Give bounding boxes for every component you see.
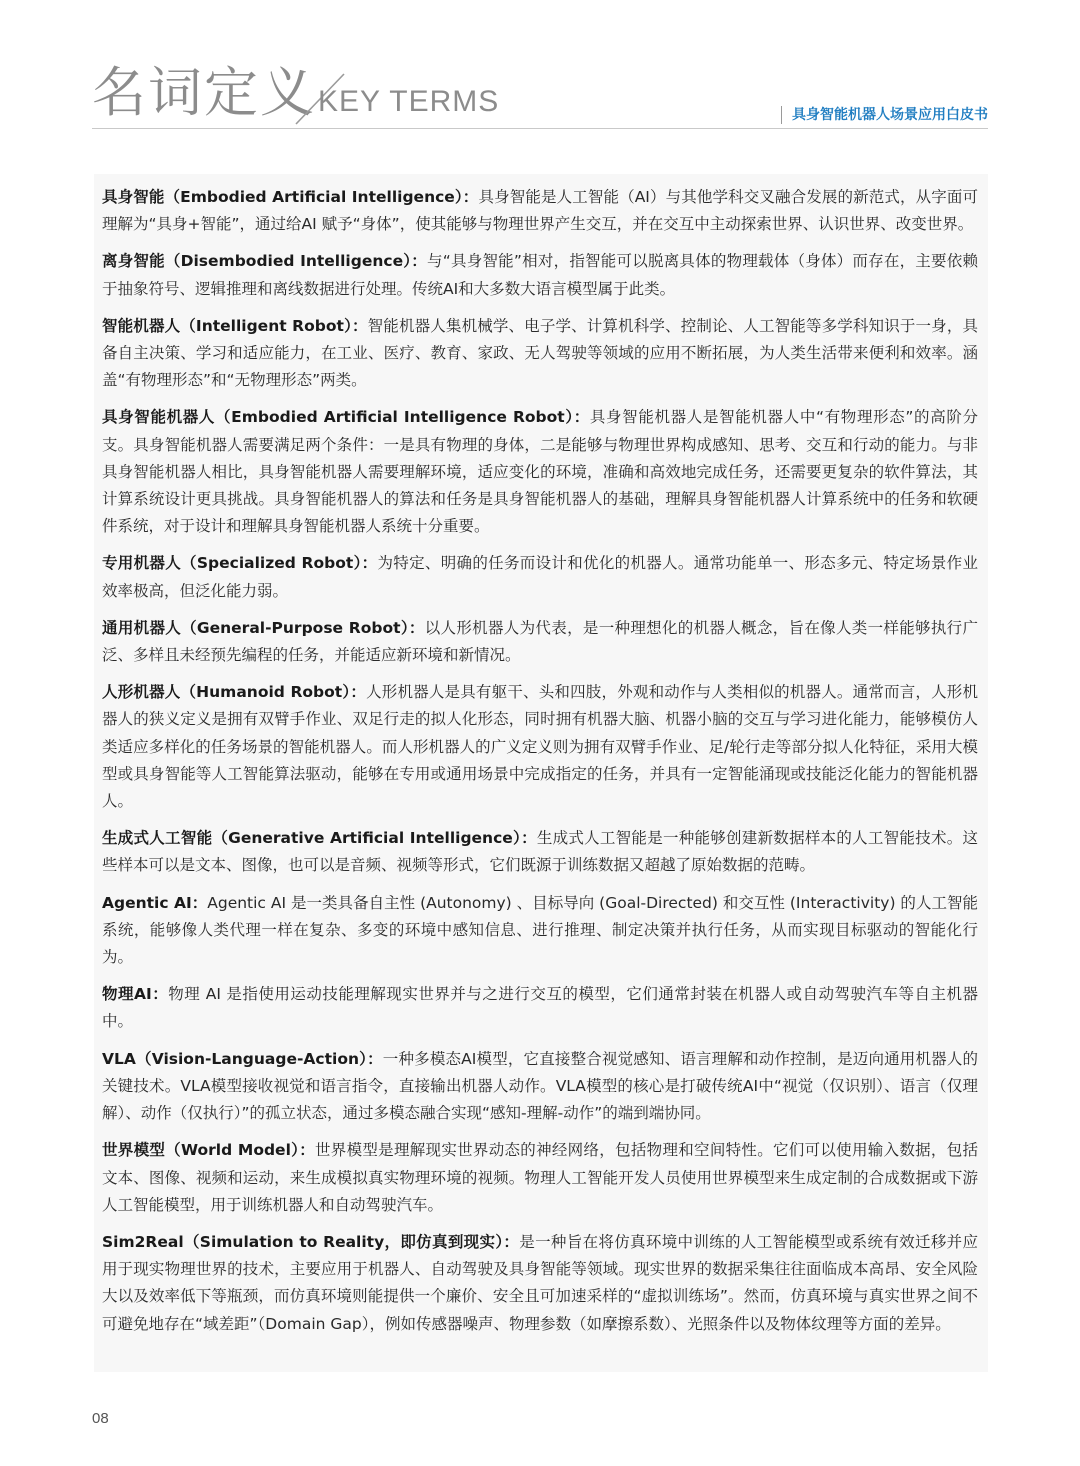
terms-list <box>94 174 988 1338</box>
book-title: 具身智能机器人场景应用白皮书 <box>781 106 988 124</box>
term-name: 世界模型（World Model）： <box>102 1141 316 1160</box>
term-definition: 以人形机器人为代表，是一种理想化的机器人概念，旨在像人类一样能够执行广泛、多样且未经预先编程的任务，并能适应新环境和新情况。 <box>102 618 978 665</box>
term-definition: Agentic AI 是一类具备自主性 (Autonomy) 、目标导向 (Goal-Directed) 和交互性 (Interactivity) 的人工智能系统，能够像人类代理一样在复杂、多变的环境中感知信息、进行推理、制定决策并执行任务，从而实现目标驱动的智能化行为。 <box>102 893 978 967</box>
term-name: Agentic AI： <box>102 893 208 912</box>
page-header <box>92 62 988 132</box>
term-entry <box>102 615 978 669</box>
term-definition: 人形机器人是具有躯干、头和四肢，外观和动作与人类相似的机器人。通常而言，人形机器人的狭义定义是拥有双臂手作业、双足行走的拟人化形态，同时拥有机器大脑、机器小脑的交互与学习进化能力，能够模仿人类适应多样化的任务场景的智能机器人。而人形机器人的广义定义则为拥有双臂手作业、足/轮行走等部分拟人化特征，采用大模型或具身智能等人工智能算法驱动，能够在专用或通用场景中完成指定的任务，并具有一定智能涌现或技能泛化能力的智能机器人。 <box>102 683 978 811</box>
term-entry <box>102 404 978 540</box>
term-definition: 智能机器人集机械学、电子学、计算机科学、控制论、人工智能等多学科知识于一身，具备自主决策、学习和适应能力，在工业、医疗、教育、家政、无人驾驶等领域的应用不断拓展，为人类生活带来便利和效率。涵盖“有物理形态”和“无物理形态”两类。 <box>102 316 978 390</box>
term-name: 具身智能（Embodied Artificial Intelligence）： <box>102 188 479 206</box>
term-definition: 世界模型是理解现实世界动态的神经网络，包括物理和空间特性。它们可以使用输入数据，包括文本、图像、视频和运动，来生成模拟真实物理环境的视频。物理人工智能开发人员使用世界模型来生成定制的合成数据或下游人工智能模型，用于训练机器人和自动驾驶汽车。 <box>102 1141 978 1214</box>
term-name: 具身智能机器人（Embodied Artificial Intelligence Robot）： <box>102 408 590 427</box>
term-entry <box>102 1137 978 1219</box>
term-entry <box>102 184 978 238</box>
term-definition: 是一种旨在将仿真环境中训练的人工智能模型或系统有效迁移并应用于现实物理世界的技术，主要应用于机器人、自动驾驶及具身智能等领域。现实世界的数据采集往往面临成本高昂、安全风险大以及效率低下等瓶颈，而仿真环境则能提供一个廉价、安全且可加速采样的“虚拟训练场”。然而，仿真环境与真实世界之间不可避免地存在“域差距”（Domain Gap），例如传感器噪声、物理参数（如摩擦系数）、光照条件以及物体纹理等方面的差异。 <box>102 1232 978 1333</box>
term-entry <box>102 1046 978 1128</box>
term-definition: 一种多模态AI模型，它直接整合视觉感知、语言理解和动作控制，是迈向通用机器人的关键技术。VLA模型接收视觉和语言指令，直接输出机器人动作。VLA模型的核心是打破传统AI中“视觉（仅识别）、语言（仅理解）、动作（仅执行）”的孤立状态，通过多模态融合实现“感知-理解-动作”的端到端协同。 <box>102 1049 978 1123</box>
term-name: 通用机器人（General-Purpose Robot）： <box>102 618 425 637</box>
term-name: 智能机器人（Intelligent Robot）： <box>102 316 368 335</box>
term-entry <box>102 550 978 604</box>
term-name: 离身智能（Disembodied Intelligence）： <box>102 252 428 271</box>
term-definition: 生成式人工智能是一种能够创建新数据样本的人工智能技术。这些样本可以是文本、图像，也可以是音频、视频等形式，它们既源于训练数据又超越了原始数据的范畴。 <box>102 829 978 875</box>
term-name: VLA（Vision-Language-Action）： <box>102 1049 383 1068</box>
term-entry <box>102 981 978 1035</box>
page-number: 08 <box>92 1410 109 1427</box>
term-entry <box>102 890 978 972</box>
term-name: 人形机器人（Humanoid Robot）： <box>102 683 367 702</box>
term-name: 专用机器人（Specialized Robot）： <box>102 554 378 573</box>
term-name: 物理AI： <box>102 985 169 1004</box>
term-entry <box>102 313 978 395</box>
term-name: Sim2Real（Simulation to Reality，即仿真到现实）： <box>102 1232 520 1251</box>
term-entry <box>102 1229 978 1338</box>
term-definition: 物理 AI 是指使用运动技能理解现实世界并与之进行交互的模型，它们通常封装在机器人或自动驾驶汽车等自主机器中。 <box>102 985 978 1031</box>
term-entry <box>102 248 978 302</box>
header-divider <box>92 128 988 129</box>
term-entry <box>102 679 978 815</box>
term-definition: 具身智能机器人是智能机器人中“有物理形态”的高阶分支。具身智能机器人需要满足两个条件：一是具有物理的身体，二是能够与物理世界构成感知、思考、交互和行动的能力。与非具身智能机器人相比，具身智能机器人需要理解环境，适应变化的环境，准确和高效地完成任务，还需要更复杂的软件算法，其计算系统设计更具挑战。具身智能机器人的算法和任务是具身智能机器人的基础，理解具身智能机器人计算系统中的任务和软硬件系统，对于设计和理解具身智能机器人系统十分重要。 <box>102 408 979 536</box>
page-title-en: KEY TERMS <box>318 85 500 118</box>
term-name: 生成式人工智能（Generative Artificial Intelligence）： <box>102 829 537 848</box>
term-definition: 具身智能是人工智能（AI）与其他学科交叉融合发展的新范式，从字面可理解为“具身+智能”，通过给AI 赋予“身体”，使其能够与物理世界产生交互，并在交互中主动探索世界、认识世界、改变世界。 <box>102 188 979 234</box>
term-definition: 与“具身智能”相对，指智能可以脱离具体的物理载体（身体）而存在，主要依赖于抽象符号、逻辑推理和离线数据进行处理。传统AI和大多数大语言模型属于此类。 <box>102 252 978 298</box>
page-title-cn: 名词定义 <box>92 61 316 124</box>
terms-panel <box>94 174 988 1372</box>
term-entry <box>102 825 978 879</box>
term-definition: 为特定、明确的任务而设计和优化的机器人。通常功能单一、形态多元、特定场景作业效率极高，但泛化能力弱。 <box>102 554 978 600</box>
